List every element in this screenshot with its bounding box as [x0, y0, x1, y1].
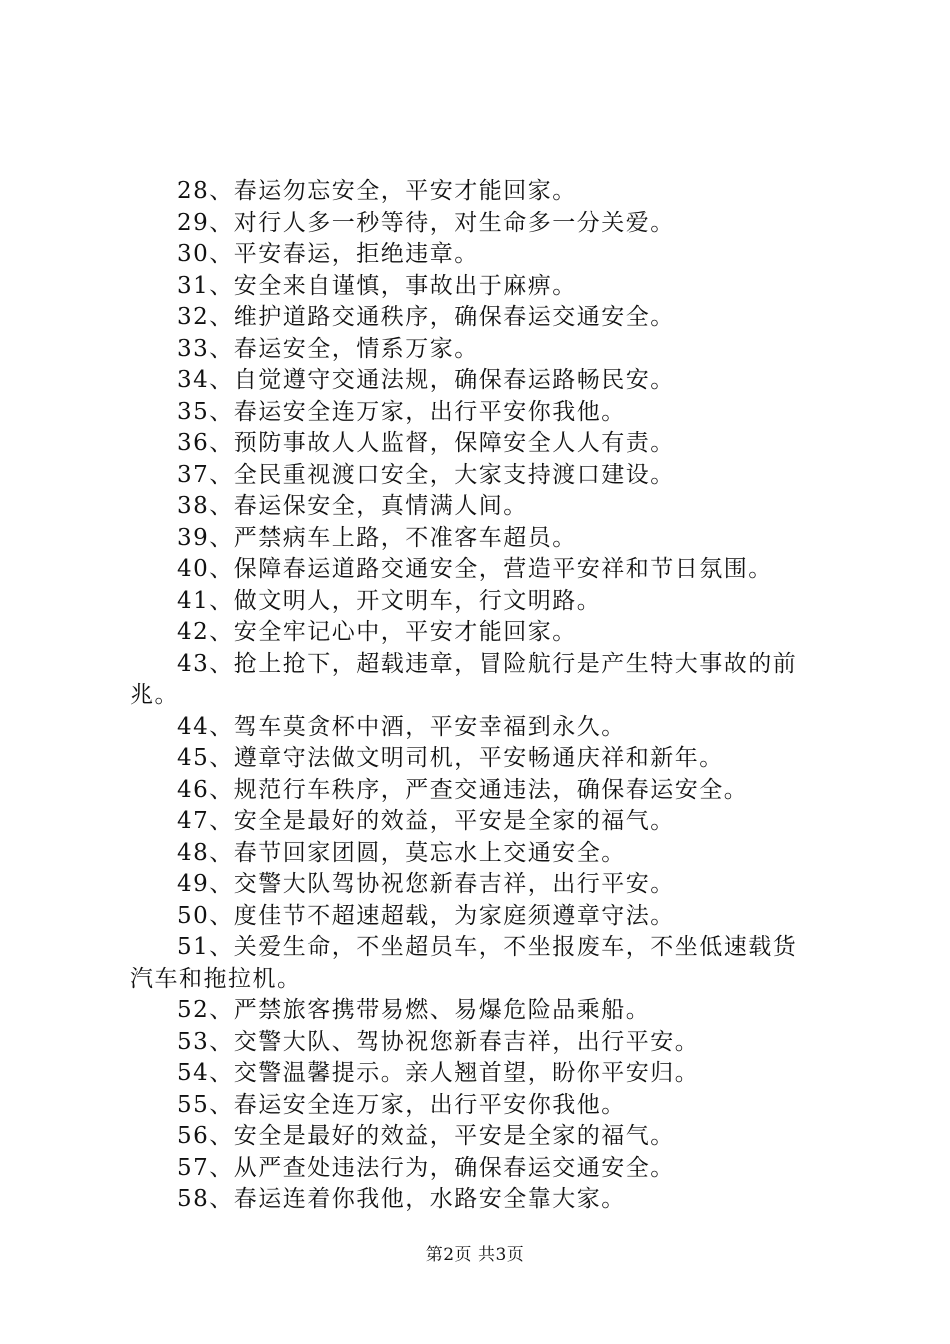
slogan-line: 33、春运安全，情系万家。	[177, 335, 479, 362]
slogan-line: 30、平安春运，拒绝违章。	[177, 241, 479, 267]
slogan-line: 48、春节回家团圆，莫忘水上交通安全。	[177, 839, 626, 866]
slogan-line: 28、春运勿忘安全，平安才能回家。	[177, 178, 577, 204]
slogan-line: 57、从严查处违法行为，确保春运交通安全。	[177, 1154, 675, 1181]
slogan-line: 51、关爱生命，不坐超员车，不坐报废车，不坐低速载货	[177, 934, 798, 960]
slogan-line: 45、遵章守法做文明司机，平安畅通庆祥和新年。	[177, 745, 724, 771]
slogan-line: 32、维护道路交通秩序，确保春运交通安全。	[177, 304, 675, 330]
slogan-list	[130, 176, 830, 1216]
slogan-line: 38、春运保安全，真情满人间。	[177, 493, 528, 519]
slogan-line: 35、春运安全连万家，出行平安你我他。	[177, 398, 626, 425]
slogan-line: 55、春运安全连万家，出行平安你我他。	[177, 1091, 626, 1118]
slogan-line: 47、安全是最好的效益，平安是全家的福气。	[177, 808, 675, 834]
slogan-line: 34、自觉遵守交通法规，确保春运路畅民安。	[177, 367, 675, 393]
slogan-line: 31、安全来自谨慎，事故出于麻痹。	[177, 272, 577, 299]
slogan-line: 43、抢上抢下，超载违章，冒险航行是产生特大事故的前	[177, 650, 798, 677]
slogan-line: 41、做文明人，开文明车，行文明路。	[177, 587, 602, 614]
slogan-line: 49、交警大队驾协祝您新春吉祥，出行平安。	[177, 871, 675, 897]
slogan-line: 53、交警大队、驾协祝您新春吉祥，出行平安。	[177, 1028, 700, 1055]
slogan-line: 39、严禁病车上路，不准客车超员。	[177, 524, 577, 551]
slogan-line: 37、全民重视渡口安全，大家支持渡口建设。	[177, 461, 675, 488]
slogan-line: 52、严禁旅客携带易燃、易爆危险品乘船。	[177, 997, 651, 1023]
slogan-line: 50、度佳节不超速超载，为家庭须遵章守法。	[177, 902, 675, 929]
slogan-line: 36、预防事故人人监督，保障安全人人有责。	[177, 430, 675, 456]
slogan-line: 40、保障春运道路交通安全，营造平安祥和节日氛围。	[177, 556, 773, 582]
slogan-line-continuation: 兆。	[130, 682, 179, 708]
slogan-line: 54、交警温馨提示。亲人翘首望，盼你平安归。	[177, 1060, 700, 1086]
slogan-line: 56、安全是最好的效益，平安是全家的福气。	[177, 1123, 675, 1149]
slogan-line: 46、规范行车秩序，严查交通违法，确保春运安全。	[177, 776, 749, 803]
slogan-line: 42、安全牢记心中，平安才能回家。	[177, 619, 577, 645]
page-footer: 第2页 共3页	[425, 1245, 525, 1265]
slogan-line: 29、对行人多一秒等待，对生命多一分关爱。	[177, 209, 675, 236]
slogan-line: 58、春运连着你我他，水路安全靠大家。	[177, 1186, 626, 1212]
slogan-line: 44、驾车莫贪杯中酒，平安幸福到永久。	[177, 713, 626, 740]
slogan-line-continuation: 汽车和拖拉机。	[130, 965, 302, 992]
